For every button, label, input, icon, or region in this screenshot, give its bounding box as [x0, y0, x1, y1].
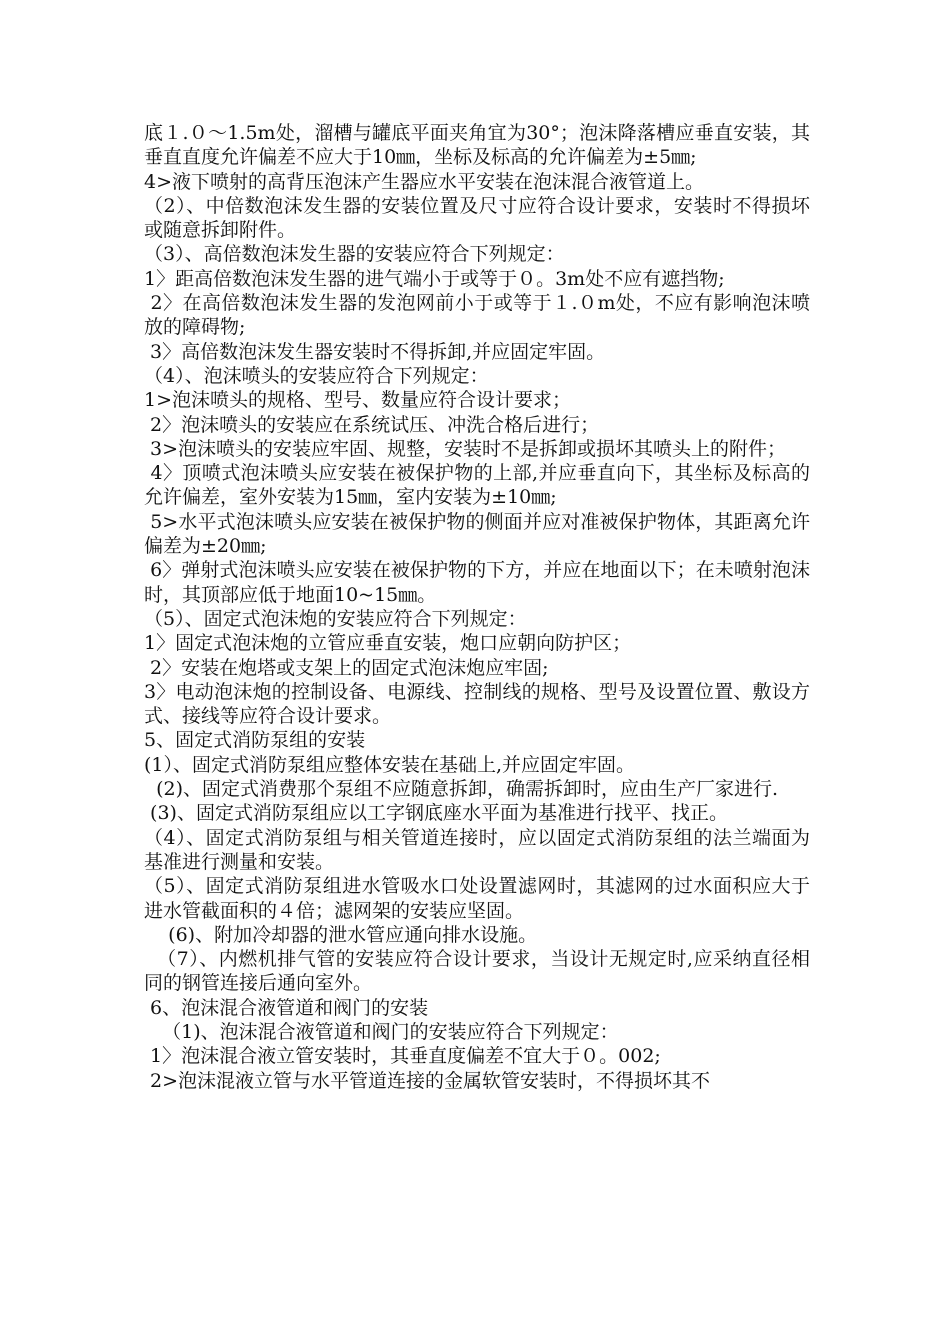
paragraph: 1〉固定式泡沫炮的立管应垂直安装，炮口应朝向防护区； [144, 632, 632, 655]
paragraph: （2）、中倍数泡沫发生器的安装位置及尺寸应符合设计要求，安装时不得损坏或随意拆卸附件。 [144, 194, 810, 242]
paragraph: 2>泡沫混液立管与水平管道连接的金属软管安装时，不得损坏其不 [144, 1069, 711, 1092]
paragraph: 4〉顶喷式泡沫喷头应安装在被保护物的上部,并应垂直向下，其坐标及标高的允许偏差，室外安装为15㎜，室内安装为±10㎜; [144, 462, 810, 509]
paragraph: 3〉电动泡沫炮的控制设备、电源线、控制线的规格、型号及设置位置、敷设方式、接线等应符合设计要求。 [144, 680, 810, 728]
section-heading: 5、固定式消防泵组的安装 [144, 729, 366, 752]
paragraph: （5）、固定式消防泵组进水管吸水口处设置滤网时，其滤网的过水面积应大于进水管截面积的４倍；滤网架的安装应坚固。 [144, 875, 810, 922]
document-body [144, 121, 810, 1093]
paragraph: （4）、固定式消防泵组与相关管道连接时，应以固定式消防泵组的法兰端面为基准进行测量和安装。 [144, 826, 810, 873]
paragraph: 1〉距高倍数泡沫发生器的进气端小于或等于０。3m处不应有遮挡物; [144, 267, 725, 290]
paragraph: (3)、固定式消防泵组应以工字钢底座水平面为基准进行找平、找正。 [144, 802, 728, 825]
paragraph: (2)、固定式消费那个泵组不应随意拆卸，确需拆卸时，应由生产厂家进行. [144, 778, 779, 801]
paragraph: 3>泡沫喷头的安装应牢固、规整，安装时不是拆卸或损坏其喷头上的附件； [144, 437, 787, 460]
section-heading: 6、泡沫混合液管道和阀门的安装 [144, 996, 429, 1019]
paragraph: 1〉泡沫混合液立管安装时，其垂直度偏差不宜大于０。002; [144, 1045, 661, 1068]
paragraph: 底１.０～1.5m处，溜槽与罐底平面夹角宜为30°；泡沫降落槽应垂直安装，其垂直直度允许偏差不应大于10㎜，坐标及标高的允许偏差为±5㎜; [144, 122, 810, 169]
paragraph: 5>水平式泡沫喷头应安装在被保护物的侧面并应对准被保护物体，其距离允许偏差为±20㎜; [144, 510, 810, 558]
paragraph: 2〉泡沫喷头的安装应在系统试压、冲洗合格后进行； [144, 413, 600, 436]
paragraph: 2〉在高倍数泡沫发生器的发泡网前小于或等于１.０m处，不应有影响泡沫喷放的障碍物; [144, 292, 810, 339]
paragraph: 4>液下喷射的高背压泡沫产生器应水平安装在泡沫混合液管道上。 [144, 170, 705, 193]
paragraph: 2〉安装在炮塔或支架上的固定式泡沫炮应牢固; [144, 656, 549, 679]
paragraph: (6)、附加冷却器的泄水管应通向排水设施。 [144, 923, 538, 946]
paragraph: （4）、泡沫喷头的安装应符合下列规定： [144, 364, 489, 387]
paragraph: (1）、固定式消防泵组应整体安装在基础上,并应固定牢固。 [144, 753, 636, 776]
paragraph: （1)、泡沫混合液管道和阀门的安装应符合下列规定： [144, 1020, 619, 1043]
paragraph: （7）、内燃机排气管的安装应符合设计要求，当设计无规定时,应采纳直径相同的钢管连接后通向室外。 [144, 948, 810, 995]
paragraph: （3）、高倍数泡沫发生器的安装应符合下列规定： [144, 243, 565, 266]
paragraph: （5）、固定式泡沫炮的安装应符合下列规定： [144, 607, 527, 630]
paragraph: 6〉弹射式泡沫喷头应安装在被保护物的下方，并应在地面以下；在未喷射泡沫时，其顶部应低于地面10~15㎜。 [144, 559, 810, 606]
paragraph: 1>泡沫喷头的规格、型号、数量应符合设计要求； [144, 389, 572, 412]
paragraph: 3〉高倍数泡沫发生器安装时不得拆卸,并应固定牢固。 [144, 340, 606, 363]
